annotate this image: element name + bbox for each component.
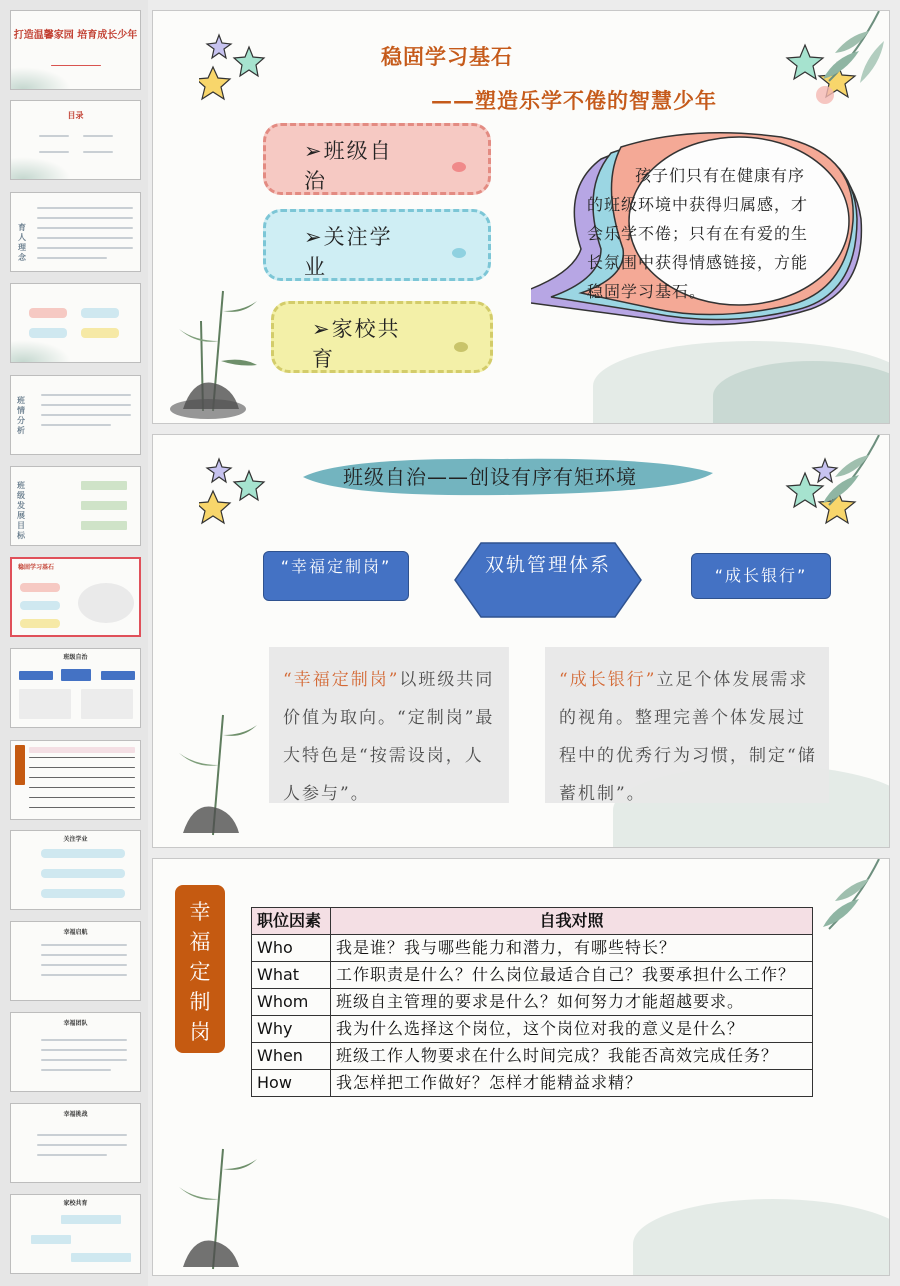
thumbnail-title: 育人理念 [18,223,26,262]
thumbnail-title: 班级发展目标 [17,481,25,540]
table-cell: 工作职责是什么？什么岗位最适合自己？我要承担什么工作？ [331,962,813,989]
thumbnail-9[interactable] [10,740,141,820]
thumbnail-6[interactable] [10,466,141,546]
happiness-post-card [269,647,509,803]
speech-text: 孩子们只有在健康有序的班级环境中获得归属感，才会乐学不倦；只有在有爱的生长氛围中获得情感链接，方能稳固学习基石。 [587,166,809,301]
table-row [252,1070,813,1097]
thumbnail-title: 稳固学习基石 [18,564,55,571]
card-text: 立足个体发展需求的视角。整理完善个体发展过程中的优秀行为习惯，制定“储蓄机制”。 [559,670,817,804]
thumbnail-title: 幸福团队 [63,1020,88,1027]
leaf-decoration-icon [799,11,889,131]
table-row [252,935,813,962]
thumbnail-title: 班级自治 [63,654,88,661]
heart-icon [454,342,468,352]
happiness-post-label [175,885,225,1053]
thumbnail-3[interactable] [10,192,141,272]
post-factor-table [251,907,813,1097]
table-cell: 我为什么选择这个岗位，这个岗位对我的意义是什么？ [331,1016,813,1043]
dual-track-system-label[interactable]: 双轨管理体系 [484,554,611,576]
card-highlight: “幸福定制岗” [283,670,400,690]
table-header-cell: 职位因素 [252,908,331,935]
table-cell: When [252,1043,331,1070]
bubble-home-school[interactable] [271,301,493,373]
thumbnail-12[interactable] [10,1012,141,1092]
thumbnail-title: 班情分析 [17,396,25,435]
table-cell: How [252,1070,331,1097]
section-banner-title: 班级自治——创设有序有矩环境 [343,465,637,489]
table-header-cell: 自我对照 [331,908,813,935]
bamboo-rock-decoration-icon [163,281,273,421]
table-cell: 班级工作人物要求在什么时间完成？我能否高效完成任务？ [331,1043,813,1070]
bamboo-rock-decoration-icon [163,1139,273,1276]
bubble-class-autonomy[interactable] [263,123,491,195]
stars-decoration-icon [199,27,269,107]
table-cell: What [252,962,331,989]
leaf-decoration-icon [799,435,889,555]
slide-title: 稳固学习基石 [381,44,513,69]
slide-happiness-post-table[interactable] [152,858,890,1276]
thumbnail-10[interactable] [10,830,141,910]
slide-thumbnail-rail [0,0,148,1286]
table-cell: Why [252,1016,331,1043]
table-row [252,1043,813,1070]
growth-bank-card [545,647,829,803]
table-header-row [252,908,813,935]
bubble-label: ➢家校共育 [312,317,401,371]
bubble-label: ➢班级自治 [304,139,393,193]
thumbnail-title: 打造温馨家园 培育成长少年 [13,30,138,41]
thumbnail-title: 目录 [67,111,84,120]
table-cell: 班级自主管理的要求是什么？如何努力才能超越要求。 [331,989,813,1016]
table-cell: 我是谁？我与哪些能力和潜力，有哪些特长？ [331,935,813,962]
growth-bank-button[interactable]: “成长银行” [691,553,831,599]
vertical-label-text: 幸福定制岗 [189,900,211,1044]
slide-stabilize-learning[interactable] [152,10,890,424]
thumbnail-title: 家校共育 [63,1200,88,1207]
thumbnail-8[interactable] [10,648,141,728]
card-highlight: “成长银行” [559,670,657,690]
stars-decoration-icon [199,451,269,531]
table-cell: Whom [252,989,331,1016]
heart-icon [452,248,466,258]
happiness-post-button[interactable]: “幸福定制岗” [263,551,409,601]
table-cell: Who [252,935,331,962]
table-row [252,962,813,989]
thumbnail-title: 关注学业 [63,836,88,843]
thumbnail-1[interactable] [10,10,141,90]
table-cell: 我怎样把工作做好？怎样才能精益求精？ [331,1070,813,1097]
slide-subtitle: ——塑造乐学不倦的智慧少年 [431,88,717,113]
thumbnail-title: 幸福挑战 [63,1111,88,1118]
thumbnail-7[interactable] [10,557,141,637]
thumbnail-11[interactable] [10,921,141,1001]
card-text: 以班级共同价值为取向。“定制岗”最大特色是“按需设岗，人人参与”。 [283,670,495,804]
thumbnail-5[interactable] [10,375,141,455]
thumbnail-2[interactable] [10,100,141,180]
heart-icon [452,162,466,172]
thumbnail-14[interactable] [10,1194,141,1274]
thumbnail-13[interactable] [10,1103,141,1183]
thumbnail-4[interactable] [10,283,141,363]
bubble-label: ➢关注学业 [304,225,393,279]
bamboo-rock-decoration-icon [163,705,273,845]
table-row [252,1016,813,1043]
bubble-focus-study[interactable] [263,209,491,281]
thumbnail-title: 幸福启航 [63,929,88,936]
table-row [252,989,813,1016]
slide-class-autonomy[interactable] [152,434,890,848]
